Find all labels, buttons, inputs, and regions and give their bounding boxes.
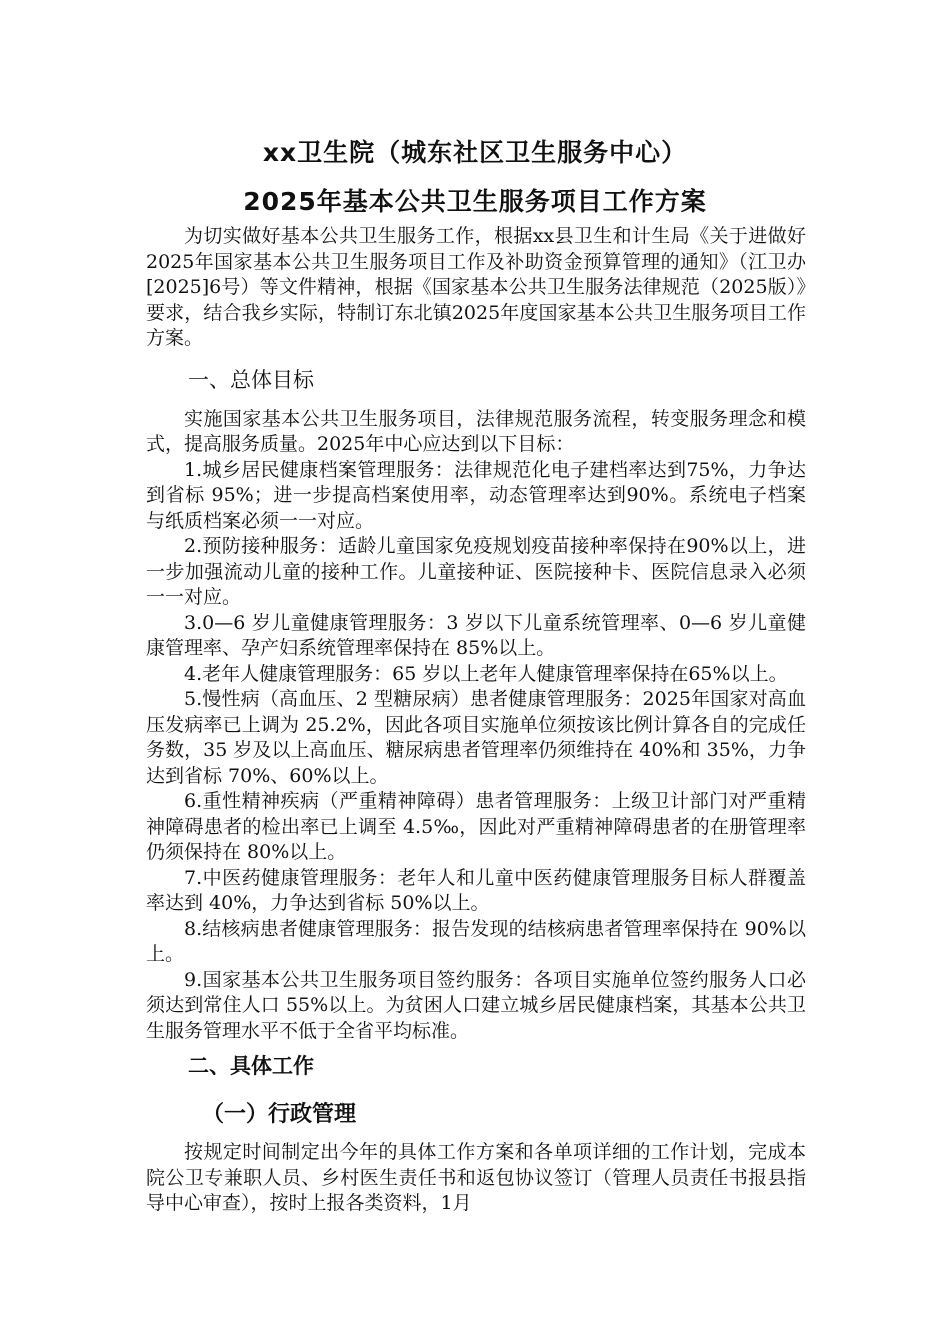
document-title-line1: xx卫生院（城东社区卫生服务中心）: [262, 138, 688, 167]
goal-item: 7.中医药健康管理服务：老年人和儿童中医药健康管理服务目标人群覆盖率达到 40%，力争达到省标 50%以上。: [146, 866, 806, 914]
section-heading-specific-work: 二、具体工作: [188, 1054, 314, 1078]
goal-item: 6.重性精神疾病（严重精神障碍）患者管理服务：上级卫计部门对严重精神障碍患者的检出率已上调至 4.5‰，因此对严重精神障碍患者的在册管理率仍须保持在 80%以上。: [146, 790, 806, 863]
document-body: [146, 224, 806, 1217]
goal-item: 2.预防接种服务：适龄儿童国家免疫规划疫苗接种率保持在90%以上，进一步加强流动儿童的接种工作。儿童接种证、医院接种卡、医院信息录入必须一一对应。: [146, 535, 806, 608]
goal-item: 5.慢性病（高血压、2 型糖尿病）患者健康管理服务：2025年国家对高血压发病率已上调为 25.2%，因此各项目实施单位须按该比例计算各自的完成任务数，35 岁及以上高血压、糖尿病患者管理率仍须维持在 40%和 35%，力争达到省标 70%、60%以上。: [146, 688, 806, 787]
goal-item: 9.国家基本公共卫生服务项目签约服务：各项目实施单位签约服务人口必须达到常住人口 55%以上。为贫困人口建立城乡居民健康档案，其基本公共卫生服务管理水平不低于全省平均标准。: [146, 968, 806, 1042]
administration-paragraph: 按规定时间制定出今年的具体工作方案和各单项详细的工作计划，完成本院公卫专兼职人员、乡村医生责任书和返包协议签订（管理人员责任书报县指导中心审查），按时上报各类资料，1月: [146, 1141, 806, 1214]
document-title-line2: 2025年基本公共卫生服务项目工作方案: [243, 187, 707, 216]
goal-item: 4.老年人健康管理服务：65 岁以上老年人健康管理率保持在65%以上。: [184, 662, 788, 685]
section-heading-overall-goals: 一、总体目标: [188, 367, 314, 392]
intro-paragraph: 为切实做好基本公共卫生服务工作，根据xx县卫生和计生局《关于进做好2025年国家基本公共卫生服务项目工作及补助资金预算管理的通知》（江卫办[2025]6号）等文件精神，根据《国家基本公共卫生服务法律规范（2025版）》要求，结合我乡实际，特制订东北镇2025年度国家基本公共卫生服务项目工作方案。: [146, 225, 806, 349]
goal-item: 3.0—6 岁儿童健康管理服务：3 岁以下儿童系统管理率、0—6 岁儿童健康管理率、孕产妇系统管理率保持在 85%以上。: [146, 611, 806, 659]
goal-item: 1.城乡居民健康档案管理服务：法律规范化电子建档率达到75%，力争达到省标 95%；进一步提高档案使用率，动态管理率达到90%。系统电子档案与纸质档案必须一一对应。: [146, 458, 806, 532]
section1-intro-paragraph: 实施国家基本公共卫生服务项目，法律规范服务流程，转变服务理念和模式，提高服务质量。2025年中心应达到以下目标：: [146, 407, 806, 455]
subsection-heading-administration: （一）行政管理: [202, 1102, 357, 1127]
goal-item: 8.结核病患者健康管理服务：报告发现的结核病患者管理率保持在 90%以上。: [146, 917, 806, 965]
